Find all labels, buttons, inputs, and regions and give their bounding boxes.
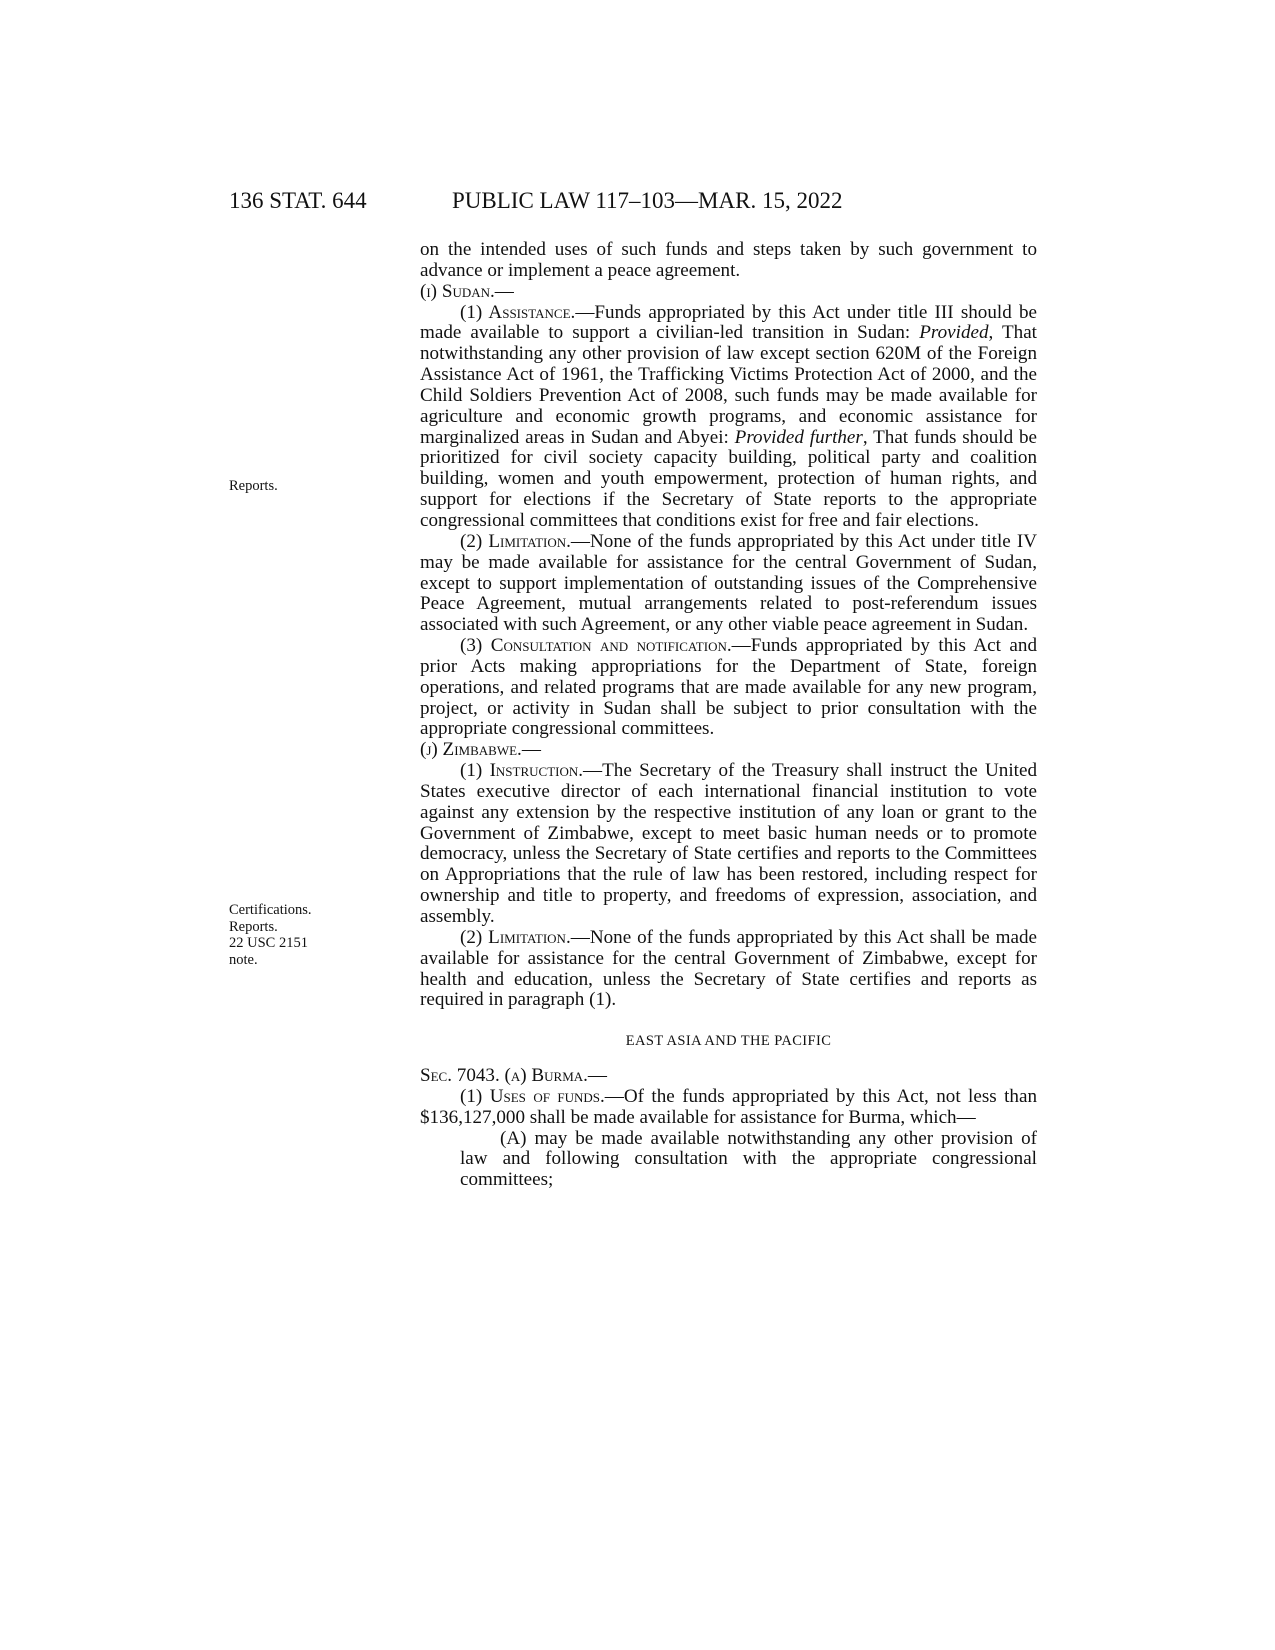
- paragraph-text: —Of the funds appropriated by this Act, not less than $136,127,000 shall be made available for assistance for Burma, which—: [420, 1085, 1037, 1128]
- paragraph-text: —Funds appropriated by this Act and prior Acts making appropriations for the Department of State, foreign operations, and related programs that are made available for any new program, project, or activity in Sudan shall be subject to prior consultation with the appropriate congressional committees.: [420, 635, 1037, 740]
- paragraph-text: —The Secretary of the Treasury shall instruct the United States executive director of each international financial institution to vote against any extension by the respective institution of any loan or grant to the Government of Zimbabwe, except to meet basic human needs or to promote democracy, unless the Secretary of State certifies and reports to the Committees on Appropriations that the rule of law has been restored, including respect for ownership and title to property, and freedoms of expression, association, and assembly.: [420, 760, 1037, 927]
- paragraph-continuation: on the intended uses of such funds and steps taken by such government to advance or implement a peace agreement.: [420, 239, 1037, 281]
- margin-note-line: Reports.: [229, 918, 278, 935]
- paragraph-label: (2) Limitation.: [460, 530, 571, 552]
- document-body: [420, 240, 1037, 1191]
- paragraph-label: (2) Limitation.: [460, 926, 571, 948]
- paragraph-text: , That funds should be prioritized for civil society capacity building, political party and coalition building, women and youth empowerment, protection of human rights, and support for elections if the Secretary of State reports to the appropriate congressional committees that conditions exist for free and fair elections.: [420, 426, 1038, 531]
- margin-note-line: Certifications.: [229, 902, 312, 918]
- subsection-heading-burma: (a) Burma.—: [499, 1065, 608, 1087]
- paragraph-text: —Funds appropriated by this Act under title III should be made available to support a civilian-led transition in Sudan:: [420, 301, 1037, 344]
- paragraph-sudan-limitation: [420, 532, 1037, 636]
- section-7043-heading: [420, 1066, 1037, 1087]
- paragraph-sudan-consultation: [420, 636, 1037, 740]
- paragraph-zimbabwe-instruction: [420, 761, 1037, 928]
- paragraph-text: , That notwithstanding any other provision of law except section 620M of the Foreign Assistance Act of 1961, the Trafficking Victims Protection Act of 2000, and the Child Soldiers Prevention Act of 2008, such funds may be made available for agriculture and economic growth programs, and economic assistance for marginalized areas in Sudan and Abyei:: [420, 322, 1037, 448]
- margin-note-line: note.: [229, 951, 258, 968]
- paragraph-burma-uses-of-funds: [420, 1087, 1037, 1129]
- proviso-term: Provided: [919, 322, 989, 344]
- margin-note-certifications: [229, 902, 312, 968]
- proviso-term: Provided further: [734, 426, 863, 448]
- section-heading-east-asia: EAST ASIA AND THE PACIFIC: [625, 1033, 832, 1050]
- page-header: [229, 188, 999, 228]
- margin-note-line: 22 USC 2151: [229, 935, 308, 951]
- paragraph-label: (1) Assistance.: [460, 301, 576, 323]
- margin-note-reports: [229, 478, 278, 495]
- paragraph-label: (1) Instruction.: [460, 760, 584, 782]
- paragraph-zimbabwe-limitation: [420, 928, 1037, 1011]
- subsection-heading-zimbabwe: (j) Zimbabwe.—: [420, 739, 541, 761]
- subparagraph-burma-a: (A) may be made available notwithstanding any other provision of law and following consultation with the appropriate congressional committees;: [460, 1127, 1037, 1191]
- paragraph-text: —None of the funds appropriated by this Act under title IV may be made available for assistance for the central Government of Sudan, except to support implementation of outstanding issues of the Comprehensive Peace Agreement, mutual arrangements related to post-referendum issues associated with such Agreement, or any other viable peace agreement in Sudan.: [420, 530, 1038, 636]
- paragraph-label: (1) Uses of funds.: [460, 1085, 605, 1107]
- paragraph-label: (3) Consultation and notification.: [460, 635, 732, 657]
- public-law-title: PUBLIC LAW 117–103—MAR. 15, 2022: [452, 188, 843, 213]
- section-label: Sec. 7043.: [420, 1065, 500, 1087]
- paragraph-sudan-assistance: [420, 303, 1037, 532]
- stat-page-number: 136 STAT. 644: [229, 188, 367, 213]
- margin-note-text: Reports.: [229, 478, 278, 494]
- subsection-heading-sudan: (i) Sudan.—: [420, 280, 514, 302]
- paragraph-text: —None of the funds appropriated by this Act shall be made available for assistance for the central Government of Zimbabwe, except for health and education, unless the Secretary of State certifies and reports as required in paragraph (1).: [420, 926, 1037, 1011]
